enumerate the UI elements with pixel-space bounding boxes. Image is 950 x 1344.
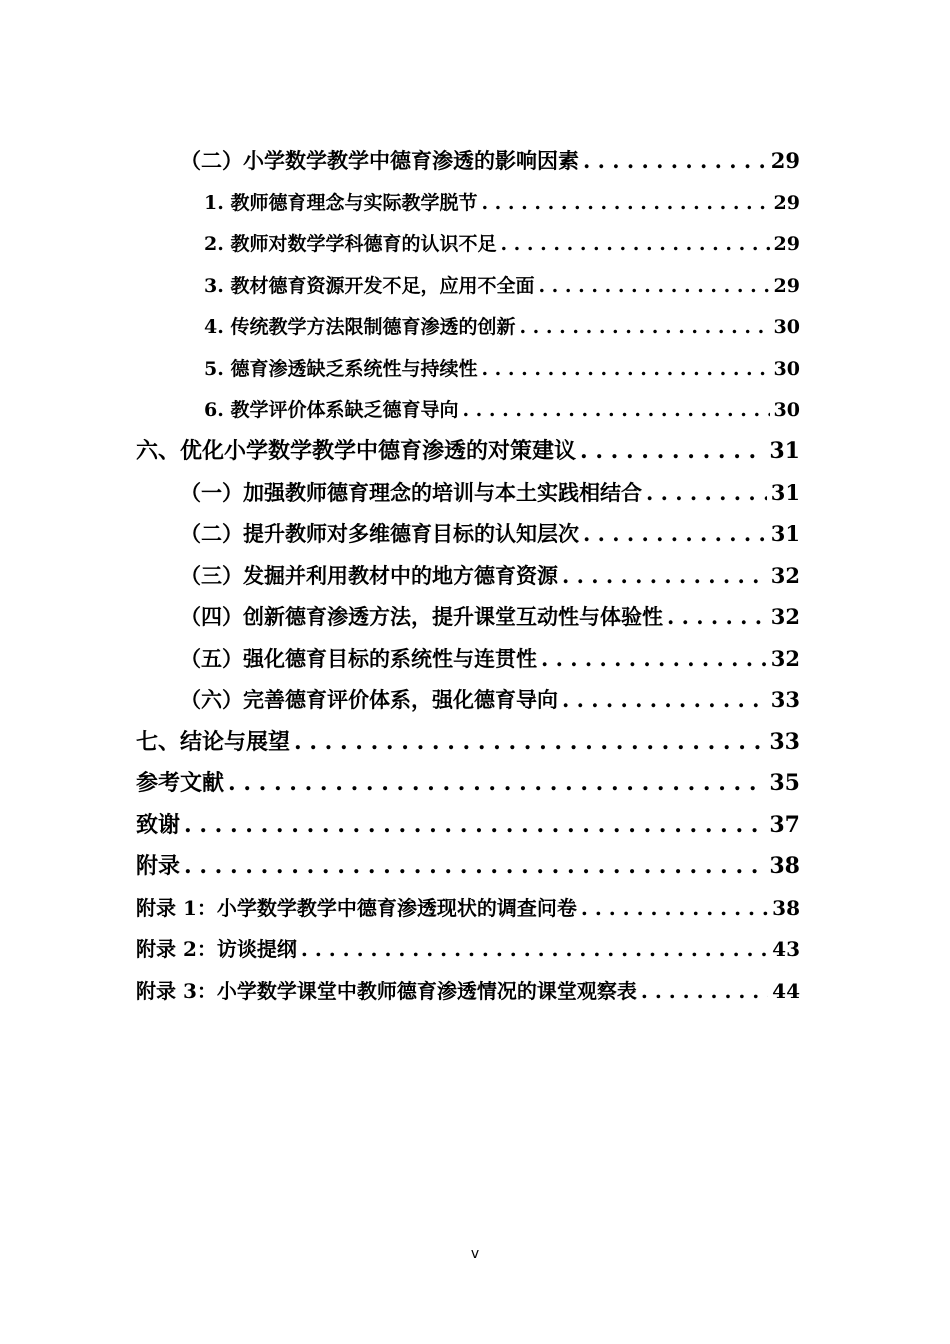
toc-entry[interactable] [136, 725, 800, 759]
toc-leader [184, 808, 765, 842]
toc-entry-page: 32 [770, 646, 800, 671]
toc-entry-page: 31 [770, 480, 800, 505]
toc-entry-title: （二）小学数学教学中德育渗透的影响因素 [180, 148, 579, 173]
toc-entry-title: 4. 传统教学方法限制德育渗透的创新 [204, 316, 516, 338]
toc-entry[interactable] [180, 642, 800, 676]
toc-leader [641, 974, 768, 1008]
toc-entry[interactable] [136, 932, 800, 966]
toc-entry[interactable] [136, 849, 800, 883]
toc-entry-title: 六、优化小学数学教学中德育渗透的对策建议 [136, 438, 577, 464]
toc-leader [562, 559, 767, 593]
toc-entry-title: （二）提升教师对多维德育目标的认知层次 [180, 521, 579, 546]
toc-entry[interactable] [204, 310, 800, 344]
toc-leader [228, 766, 765, 800]
toc-leader [294, 725, 765, 759]
toc-entry-page: 32 [770, 604, 800, 629]
toc-entry-title: 七、结论与展望 [136, 729, 291, 755]
toc-entry-page: 30 [773, 399, 800, 421]
toc-entry-title: 2. 教师对数学学科德育的认识不足 [204, 233, 497, 255]
toc-entry-title: 附录 [136, 853, 181, 879]
toc-entry[interactable] [204, 352, 800, 386]
toc-entry-page: 31 [770, 521, 800, 546]
toc-leader [541, 642, 767, 676]
toc-leader [646, 476, 767, 510]
toc-entry-title: 附录 3：小学数学课堂中教师德育渗透情况的课堂观察表 [136, 979, 637, 1003]
toc-entry-page: 38 [769, 853, 800, 879]
toc-entry-page: 33 [769, 729, 800, 755]
toc-entry[interactable] [180, 144, 800, 178]
toc-entry[interactable] [136, 808, 800, 842]
toc-leader [583, 144, 767, 178]
toc-entry-page: 29 [773, 233, 800, 255]
toc-entry[interactable] [180, 683, 800, 717]
toc-entry[interactable] [180, 517, 800, 551]
toc-leader [481, 186, 769, 220]
toc-leader [500, 227, 769, 261]
toc-entry-page: 29 [773, 192, 800, 214]
toc-entry-page: 29 [773, 275, 800, 297]
toc-entry-title: （五）强化德育目标的系统性与连贯性 [180, 646, 537, 671]
toc-entry-page: 31 [769, 438, 800, 464]
toc-leader [583, 517, 767, 551]
toc-entry[interactable] [204, 186, 800, 220]
page-number: v [470, 1246, 480, 1262]
toc-entry-title: （六）完善德育评价体系，强化德育导向 [180, 687, 558, 712]
toc-entry-page: 29 [770, 148, 800, 173]
toc-entry-title: （一）加强教师德育理念的培训与本土实践相结合 [180, 480, 642, 505]
toc-leader [519, 310, 769, 344]
toc-leader [301, 932, 768, 966]
toc-entry-title: 附录 1：小学数学教学中德育渗透现状的调查问卷 [136, 896, 577, 920]
toc-entry-title: 附录 2：访谈提纲 [136, 937, 297, 961]
toc-entry[interactable] [204, 393, 800, 427]
toc-entry-page: 44 [772, 979, 800, 1003]
toc-entry[interactable] [180, 600, 800, 634]
toc-leader [481, 352, 769, 386]
toc-entry[interactable] [136, 766, 800, 800]
toc-entry-page: 37 [769, 812, 800, 838]
toc-entry-title: 6. 教学评价体系缺乏德育导向 [204, 399, 459, 421]
toc-entry-page: 30 [773, 358, 800, 380]
toc-entry-page: 33 [770, 687, 800, 712]
toc-entry-title: 3. 教材德育资源开发不足，应用不全面 [204, 275, 535, 297]
toc-entry[interactable] [136, 434, 800, 468]
toc-entry-page: 30 [773, 316, 800, 338]
toc-entry[interactable] [204, 227, 800, 261]
toc-entry[interactable] [136, 891, 800, 925]
toc-leader [538, 269, 769, 303]
toc-leader [580, 434, 765, 468]
toc-entry[interactable] [204, 269, 800, 303]
toc-leader [562, 683, 767, 717]
toc-entry-page: 32 [770, 563, 800, 588]
toc-entry-page: 43 [772, 937, 800, 961]
toc-entry-title: 1. 教师德育理念与实际教学脱节 [204, 192, 478, 214]
toc-leader [462, 393, 769, 427]
toc-entry-title: 5. 德育渗透缺乏系统性与持续性 [204, 358, 478, 380]
toc-entry-title: （三）发掘并利用教材中的地方德育资源 [180, 563, 558, 588]
toc-leader [581, 891, 768, 925]
toc-entry-page: 35 [769, 770, 800, 796]
toc-leader [667, 600, 767, 634]
toc-entry[interactable] [136, 974, 800, 1008]
toc-entry[interactable] [180, 559, 800, 593]
toc-leader [184, 849, 765, 883]
toc-entry-title: 参考文献 [136, 770, 225, 796]
toc-entry-title: （四）创新德育渗透方法，提升课堂互动性与体验性 [180, 604, 663, 629]
toc-entry-page: 38 [772, 896, 800, 920]
toc-entry[interactable] [180, 476, 800, 510]
toc-entry-title: 致谢 [136, 812, 181, 838]
